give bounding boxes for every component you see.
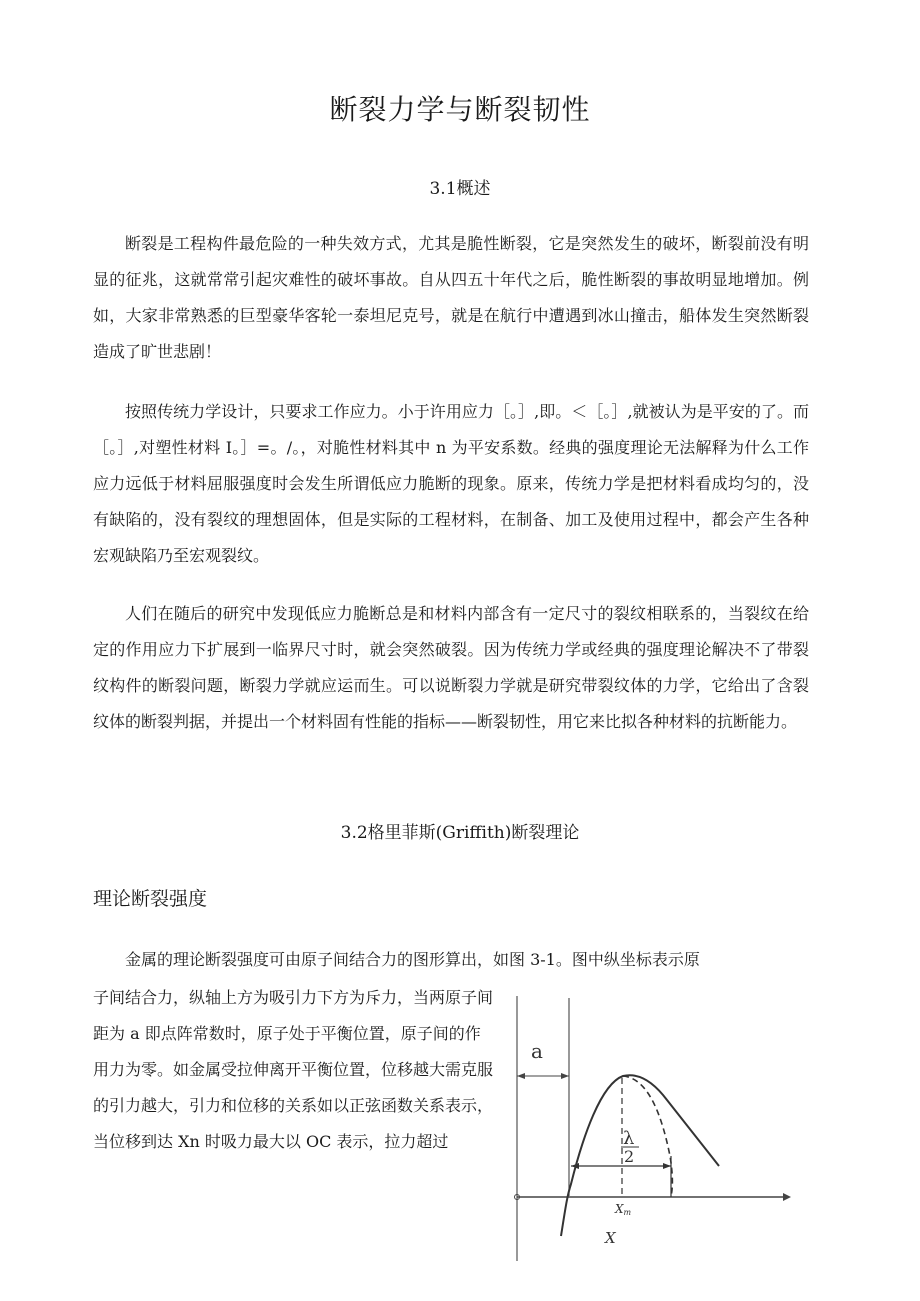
subheading-theoretical-strength: 理论断裂强度	[93, 888, 208, 910]
figure-label-xm: Xm	[615, 1202, 632, 1217]
figure-x-axis-arrow	[783, 1193, 791, 1201]
document-title: 断裂力学与断裂韧性	[329, 93, 591, 126]
paragraph-overview-3: 人们在随后的研究中发现低应力脆断总是和材料内部含有一定尺寸的裂纹相联系的，当裂纹在给定的作用应力下扩展到一临界尺寸时，就会突然破裂。因为传统力学或经典的强度理论解决不了带裂纹构件的断裂问题，断裂力学就应运而生。可以说断裂力学就是研究带裂纹体的力学，它给出了含裂纹体的断裂判据，并提出一个材料固有性能的指标——断裂韧性，用它来比拟各种材料的抗断能力。	[93, 604, 809, 731]
paragraph-strength-line1: 金属的理论断裂强度可由原子间结合力的图形算出，如图 3-1。图中纵坐标表示原	[125, 950, 700, 969]
figure-label-x: X	[605, 1229, 616, 1247]
figure-3-1-atomic-force-curve	[505, 996, 795, 1261]
paragraph-overview-2: 按照传统力学设计，只要求工作应力。小于许用应力［。］,即。＜［。］,就被认为是平安的了。而［。］,对塑性材料 I。］=。/。，对脆性材料其中 n 为平安系数。经典的强度理论无法解释为什么工作应力远低于材料屈服强度时会发生所谓低应力脆断的现象。原来，传统力学是把材料看成均匀的，没有缺陷的，没有裂纹的理想固体，但是实际的工程材料，在制备、加工及使用过程中，都会产生各种宏观缺陷乃至宏观裂纹。	[93, 402, 809, 565]
figure-label-lambda: λ	[623, 1128, 635, 1149]
paragraph-overview-1: 断裂是工程构件最危险的一种失效方式，尤其是脆性断裂，它是突然发生的破坏，断裂前没有明显的征兆，这就常常引起灾难性的破坏事故。自从四五十年代之后，脆性断裂的事故明显地增加。例如，大家非常熟悉的巨型豪华客轮一泰坦尼克号，就是在航行中遭遇到冰山撞击，船体发生突然断裂造成了旷世悲剧！	[93, 234, 809, 361]
section-heading-overview: 3.1概述	[429, 179, 491, 199]
figure-label-two: 2	[624, 1147, 635, 1166]
figure-label-a: a	[531, 1039, 543, 1063]
section-heading-griffith: 3.2格里菲斯(Griffith)断裂理论	[340, 823, 580, 843]
paragraph-strength-rest: 子间结合力，纵轴上方为吸引力下方为斥力，当两原子间距为 a 即点阵常数时，原子处于平衡位置，原子间的作用力为零。如金属受拉伸离开平衡位置，位移越大需克服的引力越大，引力和位移的关系如以正弦函数关系表示，当位移到达 Xn 时吸力最大以 OC 表示，拉力超过	[93, 988, 494, 1151]
figure-force-curve	[561, 1075, 719, 1236]
